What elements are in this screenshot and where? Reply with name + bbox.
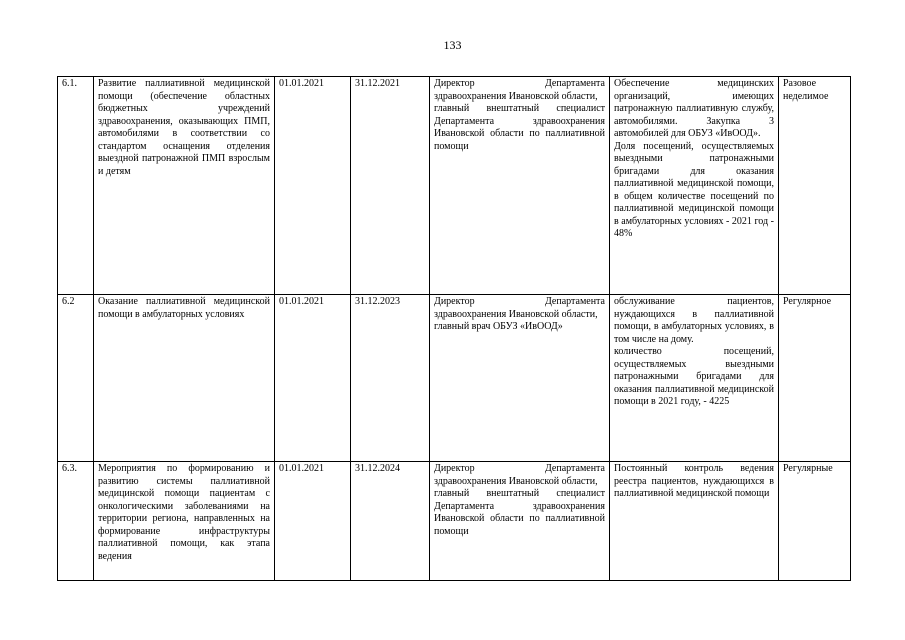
table-row — [58, 77, 851, 295]
end-date: 31.12.2023 — [351, 295, 430, 462]
activity-name: Мероприятия по формированию и развитию системы паллиативной медицинской помощи пациентам с онкологическими заболеваниями на территории региона, направленных на формирование инфраструктуры паллиативной помощи, как этапа ведения — [98, 463, 270, 562]
expected-result: Обеспечение медицинских организаций, имеющих патронажную паллиативную службу, автомобилями. Закупка 3 автомобилей для ОБУЗ «ИвООД». Доля посещений, осуществляемых выездными патронажными бригадами для оказания паллиативной медицинской помощи, в общем количестве посещений по паллиативной медицинской помощи в амбулаторных условиях - 2021 год - 48% — [610, 77, 779, 295]
activity-name: Оказание паллиативной медицинской помощи в амбулаторных условиях — [94, 295, 275, 462]
start-date: 01.01.2021 — [275, 462, 351, 581]
item-number: 6.2 — [58, 295, 94, 462]
table-row — [58, 462, 851, 581]
responsible-person: Директор Департамента здравоохранения Ивановской области, главный врач ОБУЗ «ИвООД» — [430, 295, 610, 462]
end-date: 31.12.2021 — [351, 77, 430, 295]
start-date: 01.01.2021 — [275, 77, 351, 295]
activity-name: Развитие паллиативной медицинской помощи (обеспечение областных бюджетных учреждений здравоохранения, оказывающих ПМП, автомобилями в соответствии со стандартом оснащения отделения выездной патронажной ПМП взрослым и детям — [94, 77, 275, 295]
expected-result: Постоянный контроль ведения реестра пациентов, нуждающихся в паллиативной медицинской помощи — [610, 462, 779, 581]
expected-result: обслуживание пациентов, нуждающихся в паллиативной помощи, в амбулаторных условиях, в том числе на дому. количество посещений, осуществляемых выездными патронажными бригадами для оказания паллиативной медицинской помощи в 2021 году, - 4225 — [610, 295, 779, 462]
table-row — [58, 295, 851, 462]
item-number: 6.3. — [58, 462, 94, 581]
start-date: 01.01.2021 — [275, 295, 351, 462]
item-number: 6.1. — [58, 77, 94, 295]
activities-table — [57, 76, 851, 581]
page-number: 133 — [443, 38, 462, 52]
activity-type: Регулярные — [779, 462, 851, 581]
activity-type: Разовое неделимое — [779, 77, 851, 295]
responsible-person: Директор Департамента здравоохранения Ивановской области, главный внештатный специалист Департамента здравоохранения Ивановской области по паллиативной помощи — [430, 462, 610, 581]
activity-type: Регулярное — [779, 295, 851, 462]
end-date: 31.12.2024 — [351, 462, 430, 581]
responsible-person: Директор Департамента здравоохранения Ивановской области, главный внештатный специалист Департамента здравоохранения Ивановской области по паллиативной помощи — [430, 77, 610, 295]
